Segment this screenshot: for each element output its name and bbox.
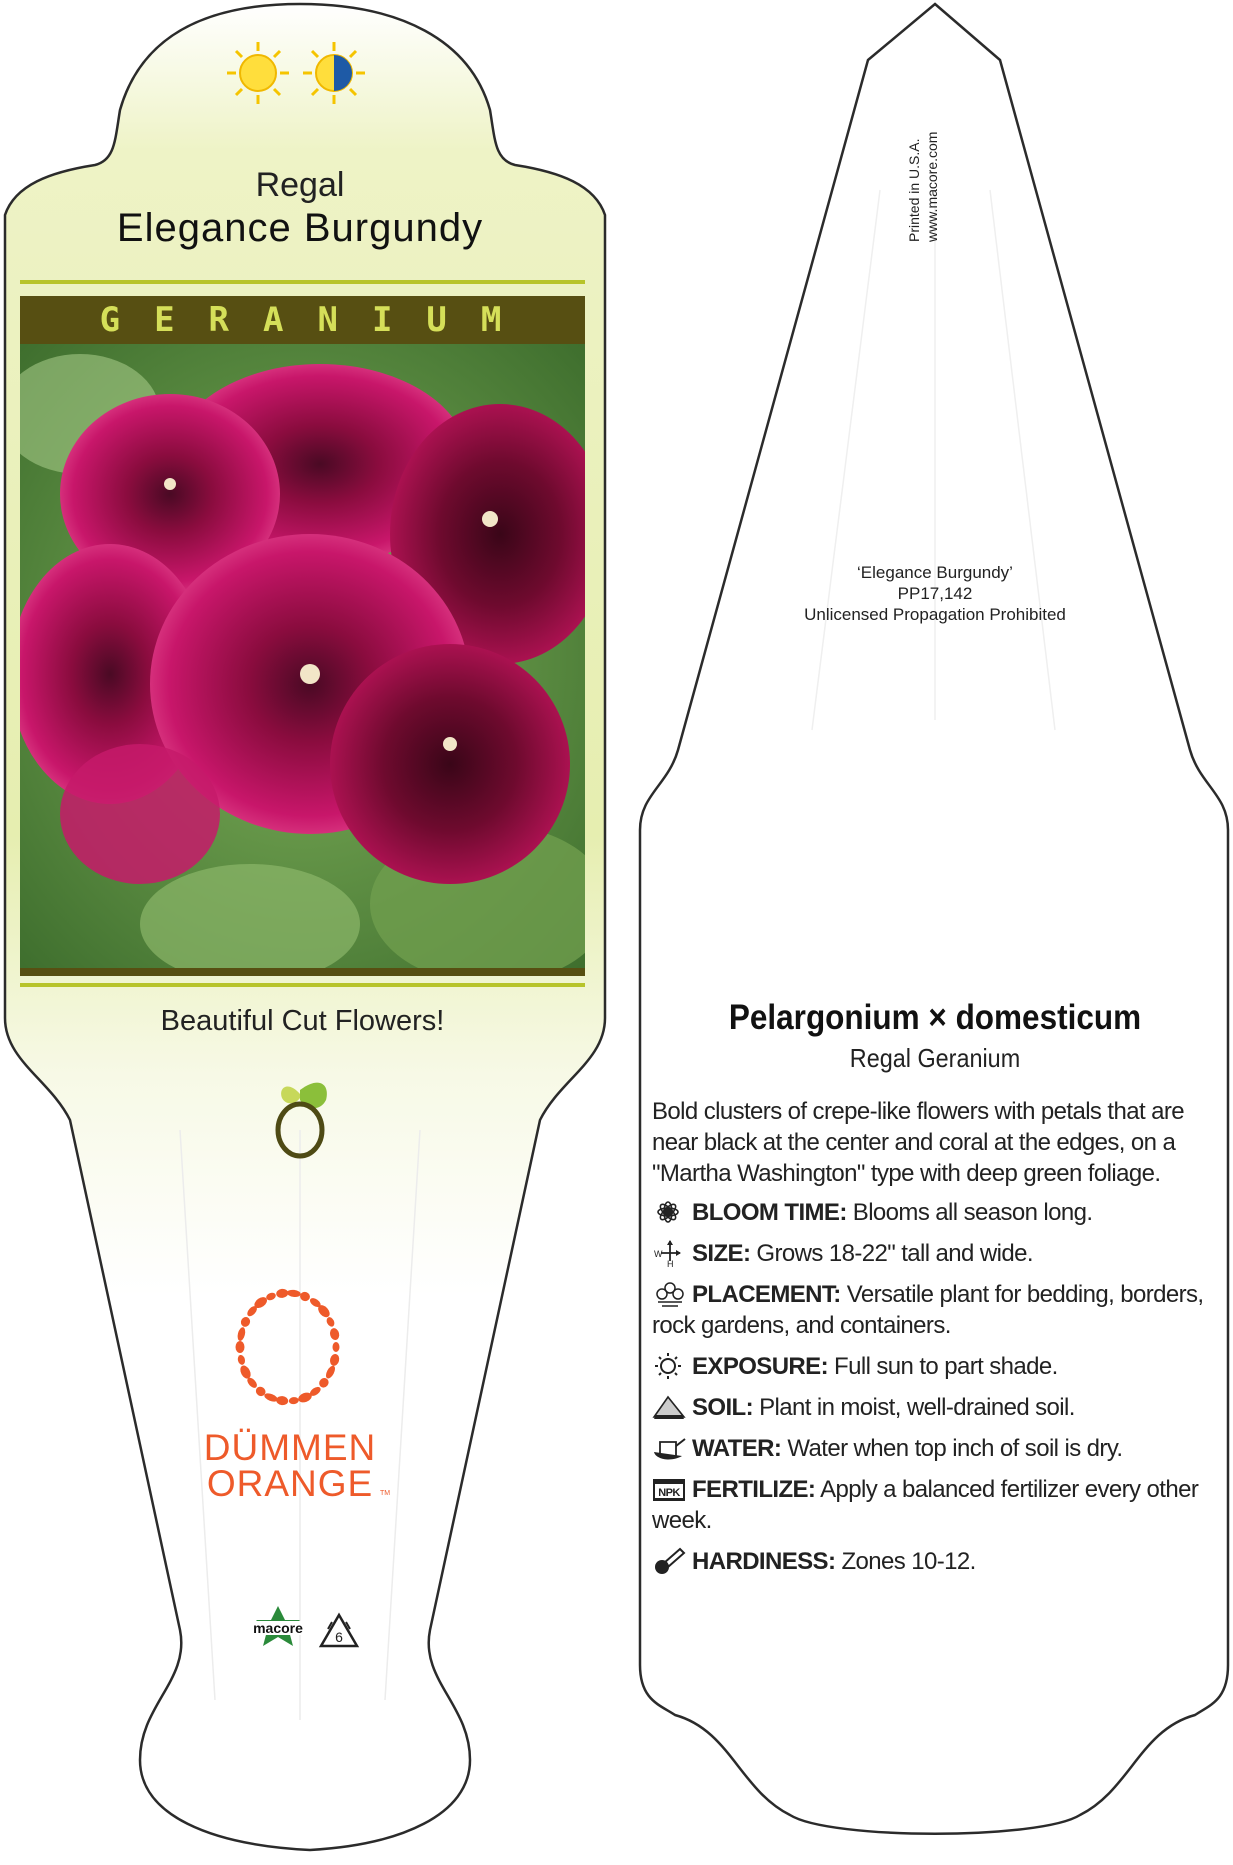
sun-exposure-icon [652, 1352, 688, 1380]
bloom-time-label: BLOOM TIME: [692, 1199, 847, 1226]
patent-number: PP17,142 [897, 584, 973, 603]
placement-label: PLACEMENT: [692, 1281, 841, 1308]
logo-ring-dot [237, 1354, 246, 1365]
logo-ring-dot [263, 1392, 279, 1404]
care-row-fertilize [652, 1474, 1212, 1536]
watering-can-icon [652, 1434, 688, 1462]
website-text: www.macore.com [924, 131, 940, 242]
logo-ring-dot [325, 1316, 336, 1328]
recycle-number: 6 [335, 1629, 343, 1645]
macore-label: macore [253, 1620, 303, 1636]
logo-ring-dot [329, 1353, 341, 1367]
fertilizer-icon [652, 1475, 688, 1503]
logo-ring-dot [299, 1291, 312, 1303]
sun-exposure-icons [222, 38, 372, 108]
water-text: Water when top inch of soil is dry. [787, 1435, 1123, 1462]
series-name: Regal [255, 166, 345, 204]
brand-name-line2: ORANGE [206, 1463, 374, 1504]
logo-ring-dot [276, 1395, 289, 1405]
fertilize-label: FERTILIZE: [692, 1476, 816, 1503]
patent-info [735, 562, 1135, 625]
plant-description: Bold clusters of crepe-like flowers with petals that are near black at the center and coral at the edges, on a "Martha Washington" type with deep green foliage. [652, 1098, 1184, 1187]
logo-ring-dot [236, 1341, 245, 1353]
placement-icon [652, 1280, 688, 1308]
care-row-hardiness [652, 1546, 1212, 1577]
trademark-mark: TM [380, 1490, 391, 1497]
exposure-text: Full sun to part shade. [834, 1353, 1058, 1380]
soil-icon [652, 1393, 688, 1421]
care-row-soil [652, 1392, 1212, 1423]
printed-info [905, 92, 960, 242]
care-row-placement [652, 1279, 1212, 1341]
logo-ring-dot [236, 1326, 246, 1341]
genus-label: GERANIUM [99, 300, 536, 340]
svg-text:W: W [654, 1249, 662, 1259]
logo-ring-dot [286, 1289, 301, 1298]
logo-ring-dot [333, 1342, 340, 1352]
patent-notice: Unlicensed Propagation Prohibited [804, 605, 1066, 624]
printed-in-text: Printed in U.S.A. [906, 138, 922, 242]
divider-line [20, 983, 585, 987]
placement-text: Versatile plant for bedding, borders, rock gardens, and containers. [652, 1281, 1204, 1339]
tagline: Beautiful Cut Flowers! [160, 1005, 445, 1037]
genus-bar [20, 296, 585, 344]
brand-name-line1: DÜMMEN [203, 1427, 377, 1468]
logo-ring-dot [288, 1397, 299, 1405]
svg-text:NPK: NPK [658, 1487, 680, 1499]
care-row-bloom-time [652, 1197, 1212, 1228]
photo-bottom-bar [20, 968, 585, 976]
divider-line [20, 280, 585, 284]
variety-name: Elegance Burgundy [116, 206, 484, 250]
full-sun-icon [227, 42, 289, 104]
recycle-icon [318, 1612, 360, 1650]
part-shade-icon [303, 42, 365, 104]
fertilize-text: Apply a balanced fertilizer every other week. [652, 1476, 1199, 1534]
exposure-label: EXPOSURE: [692, 1353, 828, 1380]
macore-logo-icon [243, 1604, 313, 1652]
size-text: Grows 18-22" tall and wide. [756, 1240, 1033, 1267]
logo-ring-dot [239, 1315, 252, 1328]
scientific-name: Pelargonium × domesticum [728, 998, 1142, 1037]
common-name: Regal Geranium [849, 1043, 1021, 1073]
seed-logo-icon [270, 1070, 330, 1160]
size-icon [652, 1239, 688, 1267]
logo-ring-dot [276, 1288, 289, 1298]
soil-text: Plant in moist, well-drained soil. [759, 1394, 1075, 1421]
care-row-size [652, 1238, 1212, 1269]
dummen-orange-logo-icon [228, 1283, 348, 1411]
hardiness-label: HARDINESS: [692, 1548, 836, 1575]
thermometer-icon [652, 1547, 688, 1575]
patent-name: ‘Elegance Burgundy’ [857, 563, 1013, 582]
logo-ring-dot [324, 1364, 337, 1380]
water-label: WATER: [692, 1435, 782, 1462]
logo-ring-dot [329, 1327, 341, 1341]
svg-text:H: H [667, 1259, 673, 1267]
bloom-time-text: Blooms all season long. [852, 1199, 1093, 1226]
flower-photo [20, 344, 585, 968]
care-row-water [652, 1433, 1212, 1464]
care-row-exposure [652, 1351, 1212, 1382]
size-label: SIZE: [692, 1240, 751, 1267]
care-info [652, 1096, 1212, 1587]
soil-label: SOIL: [692, 1394, 753, 1421]
flower-icon [652, 1198, 688, 1226]
hardiness-text: Zones 10-12. [841, 1548, 976, 1575]
